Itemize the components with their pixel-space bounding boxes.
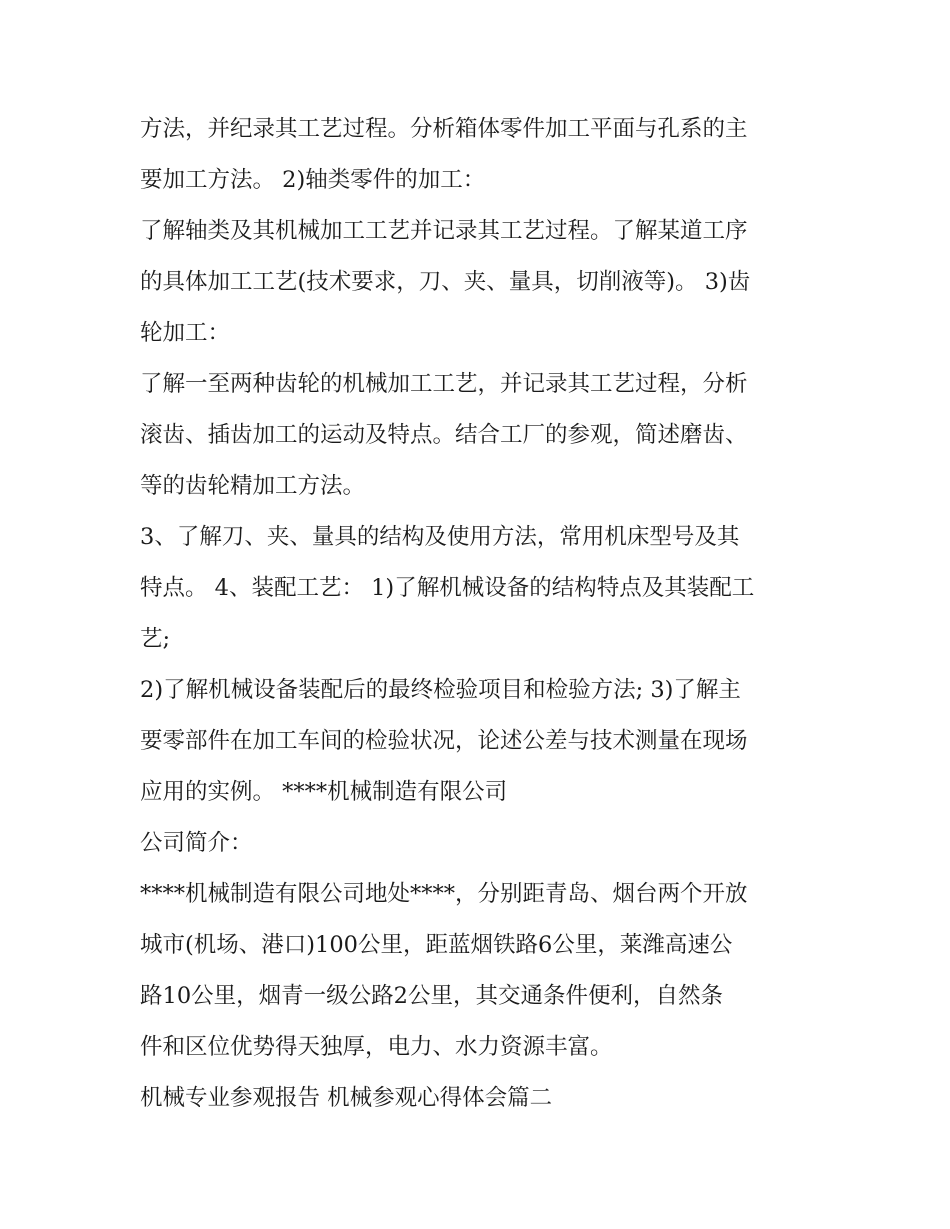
text-line: 3、了解刀、夹、量具的结构及使用方法，常用机床型号及其 — [140, 524, 740, 550]
text-line: 的具体加工工艺(技术要求，刀、夹、量具，切削液等)。 3)齿 — [140, 269, 751, 295]
text-line: 等的齿轮精加工方法。 — [140, 473, 366, 499]
text-line: 应用的实例。 ****机械制造有限公司 — [140, 779, 508, 805]
text-line: 件和区位优势得天独厚，电力、水力资源丰富。 — [140, 1034, 613, 1060]
text-line: 要零部件在加工车间的检验状况，论述公差与技术测量在现场 — [140, 728, 748, 754]
text-line: 了解轴类及其机械加工工艺并记录其工艺过程。了解某道工序 — [140, 218, 748, 244]
text-line: 公司简介： — [140, 830, 253, 856]
text-line: 滚齿、插齿加工的运动及特点。结合工厂的参观，简述磨齿、 — [140, 422, 748, 448]
document-body — [140, 104, 820, 1124]
text-line: ****机械制造有限公司地处****，分别距青岛、烟台两个开放 — [140, 881, 748, 907]
text-line: 城市(机场、港口)100公里，距蓝烟铁路6公里，莱潍高速公 — [140, 932, 733, 958]
text-line: 艺; — [140, 626, 171, 652]
section-heading: 机械专业参观报告 机械参观心得体会篇二 — [140, 1085, 553, 1111]
text-line: 2)了解机械设备装配后的最终检验项目和检验方法; 3)了解主 — [140, 677, 741, 703]
text-line: 轮加工： — [140, 320, 231, 346]
text-line: 特点。 4、装配工艺： 1)了解机械设备的结构特点及其装配工 — [140, 575, 755, 601]
text-line: 方法，并纪录其工艺过程。分析箱体零件加工平面与孔系的主 — [140, 116, 748, 142]
text-line: 了解一至两种齿轮的机械加工工艺，并记录其工艺过程，分析 — [140, 371, 748, 397]
text-line: 路10公里，烟青一级公路2公里，其交通条件便利，自然条 — [140, 983, 723, 1009]
text-line: 要加工方法。 2)轴类零件的加工： — [140, 167, 486, 193]
